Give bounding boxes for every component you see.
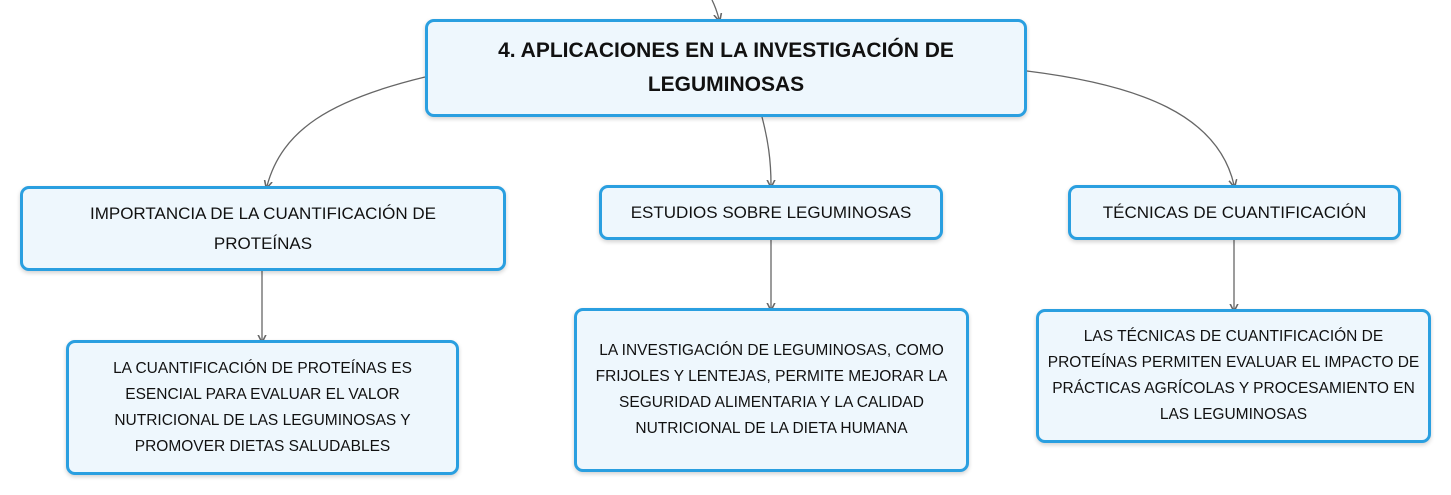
connector-root-tecnicas (1027, 71, 1234, 185)
incoming-connector (712, 0, 719, 19)
detail-tecnicas-cuantificacion[interactable] (1036, 309, 1431, 443)
branch-importancia-cuantificacion[interactable] (20, 186, 506, 271)
branch-tecnicas-cuantificacion[interactable] (1068, 185, 1401, 240)
detail-importancia-text: LA CUANTIFICACIÓN DE PROTEÍNAS ES ESENCIAL PARA EVALUAR EL VALOR NUTRICIONAL DE LAS LEGUMINOSAS Y PROMOVER DIETAS SALUDABLES (113, 359, 412, 455)
detail-importancia-cuantificacion[interactable] (66, 340, 459, 475)
connector-root-estudios (762, 117, 771, 185)
branch-estudios-label: ESTUDIOS SOBRE LEGUMINOSAS (630, 202, 912, 222)
root-topic[interactable] (425, 19, 1027, 117)
detail-tecnicas-text: LAS TÉCNICAS DE CUANTIFICACIÓN DE PROTEÍNAS PERMITEN EVALUAR EL IMPACTO DE PRÁCTICAS AGRÍCOLAS Y PROCESAMIENTO EN LAS LEGUMINOSAS (1047, 328, 1420, 423)
detail-estudios-text: LA INVESTIGACIÓN DE LEGUMINOSAS, COMO FRIJOLES Y LENTEJAS, PERMITE MEJORAR LA SEGURIDAD ALIMENTARIA Y LA CALIDAD NUTRICIONAL DE LA DIETA HUMANA (595, 342, 948, 437)
root-topic-title: 4. APLICACIONES EN LA INVESTIGACIÓN DE LEGUMINOSAS (498, 39, 954, 96)
detail-estudios-leguminosas[interactable] (574, 308, 969, 472)
branch-importancia-label: IMPORTANCIA DE LA CUANTIFICACIÓN DE PROTEÍNAS (89, 203, 437, 253)
connector-root-importancia (267, 77, 425, 186)
branch-estudios-leguminosas[interactable] (599, 185, 943, 240)
branch-tecnicas-label: TÉCNICAS DE CUANTIFICACIÓN (1102, 202, 1367, 222)
